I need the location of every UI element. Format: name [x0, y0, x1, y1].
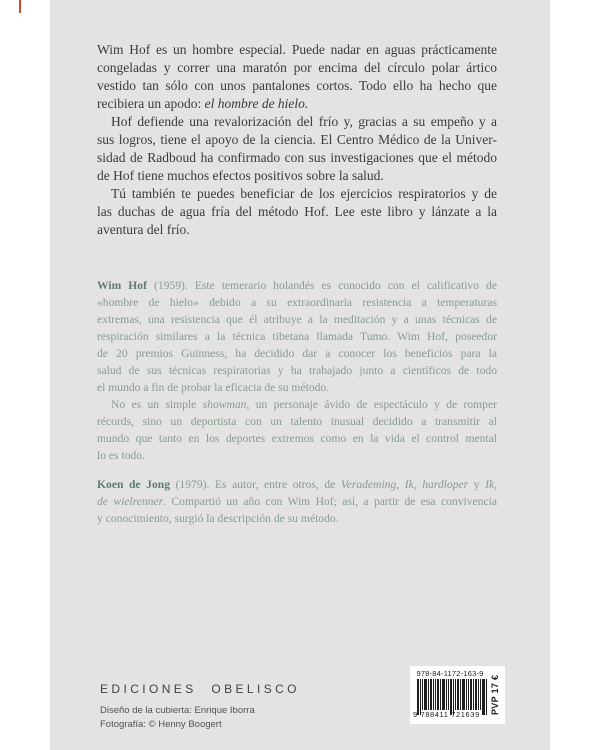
isbn-number: 978-84-1172-163-9: [416, 669, 484, 678]
cover-credits: [100, 704, 300, 731]
publisher-block: [100, 682, 300, 731]
text-column: [97, 41, 497, 527]
paragraph: Wim Hof es un hombre especial. Puede nadar en aguas prácticamente congeladas y correr una maratón por encima del círculo polar ártico vestido tan sólo con unos pantalones cortos. Todo ello ha hecho que recibiera un apodo: el hombre de hielo.: [97, 42, 497, 111]
paragraph: Hof defiende una revalorización del frío y, gracias a su empeño y a sus logros, tiene el apoyo de la ciencia. El Centro Médico de la Univer- sidad de Radboud ha confirmado con sus investigaciones que el método de Hof tiene muchos efectos positivos sobre la salud.: [97, 114, 497, 183]
paragraph: Koen de Jong (1979). Es autor, entre otros, de Verademing, Ik, hardloper y Ik, de wielrenner. Compartió un año con Wim Hof; así, a partir de esa convivencia y conocimiento, surgió la descripción de su método.: [97, 478, 498, 525]
credit-photo: Fotografía: © Henny Boogert: [100, 718, 222, 730]
barcode: [410, 666, 505, 724]
paragraph: Wim Hof (1959). Este temerario holandés es conocido con el calificativo de «hombre de hielo» debido a su extraordinaria resistencia a temperaturas extremas, una resistencia que él atribuye a la meditación y a unas técnicas de respiración similares a la técnica tibetana llamada Tumo. Wim Hof, poseedor de 20 premios Guinness, ha decidido dar a conocer los beneficios para la salud de sus técnicas respiratorias y ha trabajado junto a científicos de todo el mundo a fin de probar la eficacia de su método.: [97, 279, 497, 394]
author-bios-section: [97, 277, 497, 527]
credit-design: Diseño de la cubierta: Enrique Iborra: [100, 705, 255, 716]
synopsis-section: [97, 41, 497, 239]
crop-mark: [19, 0, 21, 13]
paragraph: No es un simple showman, un personaje ávido de espectáculo y de romper récords, sino un deportista con un talento inusual decidido a transmitir al mundo que tanto en los deportes extremos como en la vida el control mental lo es todo.: [97, 398, 497, 462]
paragraph: Tú también te puedes beneficiar de los ejercicios respiratorios y de las duchas de agua fría del método Hof. Lee este libro y lánzate a la aventura del frío.: [97, 186, 497, 237]
ean-digits: 9 788411 721639: [413, 710, 480, 719]
back-cover-panel: [50, 0, 550, 750]
price-label: PVP 17 €: [490, 674, 500, 716]
publisher-name: EDICIONES OBELISCO: [100, 682, 300, 696]
